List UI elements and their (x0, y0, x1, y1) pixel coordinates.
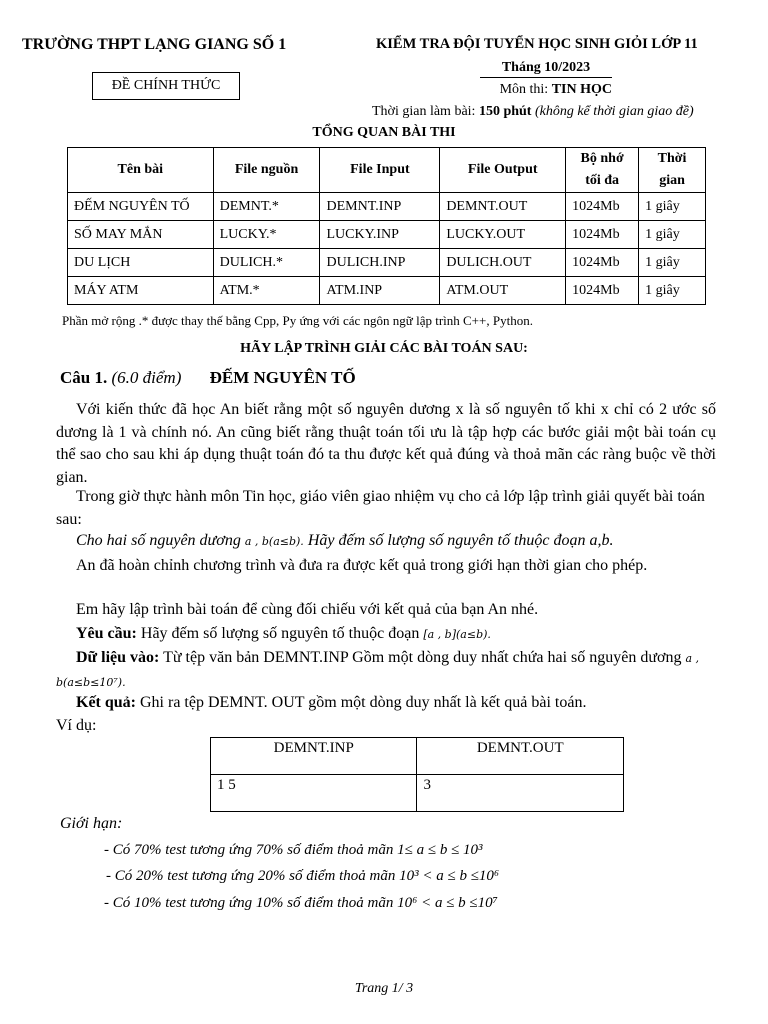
exam-title: KIỂM TRA ĐỘI TUYỂN HỌC SINH GIỎI LỚP 11 (376, 36, 698, 52)
problem-text-end: Hãy đếm số lượng số nguyên tố thuộc đoạn a,b. (307, 532, 614, 549)
overview-table (67, 147, 706, 305)
question-heading (60, 368, 356, 388)
table-cell: 1 giây (639, 249, 706, 277)
paragraph-challenge: Em hãy lập trình bài toán để cùng đối chiếu với kết quả của bạn An nhé. (76, 601, 539, 618)
column-header: Tên bài (68, 148, 214, 193)
table-cell: 1024Mb (566, 221, 639, 249)
paragraph-task: Trong giờ thực hành môn Tin học, giáo viên giao nhiệm vụ cho cả lớp lập trình giải quyết bài toán sau: (56, 488, 705, 528)
time-value: 150 phút (478, 104, 532, 119)
input-label: Dữ liệu vào: (76, 649, 160, 666)
problem-text: Cho hai số nguyên dương (76, 532, 241, 549)
extension-note: Phần mở rộng .* được thay thế bằng Cpp, Py ứng với các ngôn ngữ lập trình C++, Python. (62, 313, 533, 328)
paragraph-problem (76, 530, 726, 554)
limit-item: - Có 70% test tương ứng 70% số điểm thoả mãn 1≤ a ≤ b ≤ 10³ (104, 842, 483, 858)
time-note: (không kể thời gian giao đề) (534, 104, 694, 119)
overview-title: TỔNG QUAN BÀI THI (312, 125, 456, 140)
table-row (68, 277, 706, 305)
table-cell: 1 giây (639, 193, 706, 221)
table-cell: ATM.OUT (440, 277, 566, 305)
exam-month: Tháng 10/2023 (480, 60, 612, 78)
exam-subject (480, 82, 612, 98)
table-cell: LUCKY.INP (320, 221, 440, 249)
table-cell: DEMNT.INP (320, 193, 440, 221)
table-cell: DEMNT.OUT (440, 193, 566, 221)
table-cell: 3 (417, 775, 624, 812)
example-header-row (211, 738, 624, 775)
paragraph-input (56, 647, 716, 694)
input-math: a , b(a≤b≤10⁷). (56, 652, 700, 689)
table-cell: 1 giây (639, 277, 706, 305)
table-cell: DU LỊCH (68, 249, 214, 277)
column-header: File nguồn (213, 148, 320, 193)
table-cell: DULICH.* (213, 249, 320, 277)
column-header: Bộ nhớ tối đa (566, 148, 639, 193)
question-name: ĐẾM NGUYÊN TỐ (209, 368, 356, 387)
paragraph-intro: Với kiến thức đã học An biết rằng một số nguyên dương x là số nguyên tố khi x chỉ có 2 ước số dương là 1 và chính nó. An cũng biết rằng thuật toán tối ưu là tập hợp các bước giải một bài toán cụ thể sao cho sau khi áp dụng thuật toán đó ta thu được kết quả đúng và thoả mãn các ràng buộc về thời gian. (56, 401, 716, 486)
table-cell: 1 5 (211, 775, 417, 812)
table-cell: SỐ MAY MẮN (68, 221, 214, 249)
time-label: Thời gian làm bài: (372, 104, 479, 119)
table-cell: DULICH.OUT (440, 249, 566, 277)
table-row (68, 193, 706, 221)
example-table (210, 737, 624, 812)
table-cell: 1024Mb (566, 193, 639, 221)
limit-item: - Có 10% test tương ứng 10% số điểm thoả mãn 10⁶ < a ≤ b ≤10⁷ (104, 895, 498, 911)
table-cell: DULICH.INP (320, 249, 440, 277)
school-name: TRƯỜNG THPT LẠNG GIANG SỐ 1 (22, 36, 287, 53)
exam-time (372, 104, 694, 120)
table-row (68, 221, 706, 249)
column-header: DEMNT.INP (211, 738, 417, 775)
table-cell: LUCKY.OUT (440, 221, 566, 249)
overview-header-row (68, 148, 706, 193)
requirement-math: [a , b](a≤b). (423, 628, 491, 641)
limits-label: Giới hạn: (60, 815, 123, 832)
column-header: Thời gian (639, 148, 706, 193)
paragraph-requirement (56, 623, 716, 647)
output-label: Kết quả: (76, 694, 136, 711)
table-row (211, 775, 624, 812)
table-cell: 1 giây (639, 221, 706, 249)
table-cell: ATM.INP (320, 277, 440, 305)
output-text: Ghi ra tệp DEMNT. OUT gồm một dòng duy nhất là kết quả bài toán. (140, 694, 587, 711)
subject-label: Môn thi: (499, 82, 552, 97)
requirement-label: Yêu cầu: (76, 625, 137, 642)
example-label: Ví dụ: (56, 717, 97, 734)
table-cell: DEMNT.* (213, 193, 320, 221)
subject-value: TIN HỌC (551, 82, 612, 97)
page-number: Trang 1/ 3 (354, 981, 414, 996)
table-cell: 1024Mb (566, 277, 639, 305)
section-title: HÃY LẬP TRÌNH GIẢI CÁC BÀI TOÁN SAU: (240, 341, 528, 356)
table-cell: LUCKY.* (213, 221, 320, 249)
paragraph-an: An đã hoàn chỉnh chương trình và đưa ra được kết quả trong giới hạn thời gian cho phép. (76, 557, 648, 574)
table-cell: ATM.* (213, 277, 320, 305)
paragraph-output (56, 692, 716, 715)
table-row (68, 249, 706, 277)
column-header: DEMNT.OUT (417, 738, 624, 775)
problem-math: a , b(a≤b). (244, 535, 304, 548)
question-label: Câu 1. (60, 368, 108, 387)
table-cell: MÁY ATM (68, 277, 214, 305)
official-label: ĐỀ CHÍNH THỨC (92, 72, 240, 100)
column-header: File Input (320, 148, 440, 193)
question-points: (6.0 điểm) (111, 368, 182, 387)
limit-item: - Có 20% test tương ứng 20% số điểm thoả mãn 10³ < a ≤ b ≤10⁶ (106, 868, 500, 884)
requirement-text: Hãy đếm số lượng số nguyên tố thuộc đoạn (140, 625, 420, 642)
table-cell: 1024Mb (566, 249, 639, 277)
table-cell: ĐẾM NGUYÊN TỐ (68, 193, 214, 221)
column-header: File Output (440, 148, 566, 193)
input-text: Từ tệp văn bản DEMNT.INP Gồm một dòng duy nhất chứa hai số nguyên dương (163, 649, 682, 666)
